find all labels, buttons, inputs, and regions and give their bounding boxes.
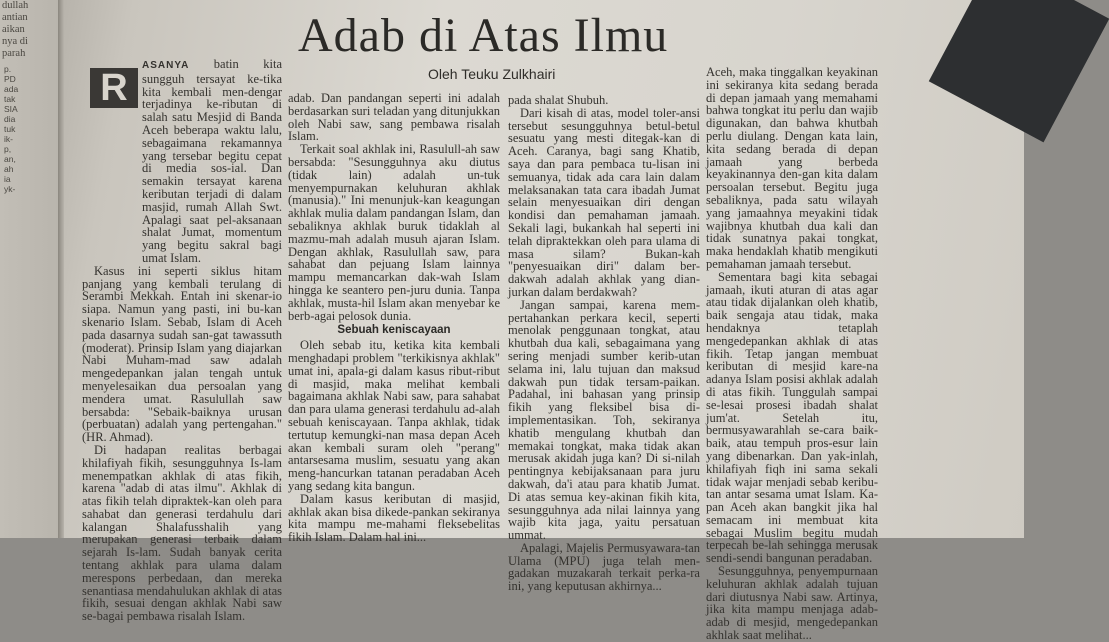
paragraph: Kasus ini seperti siklus hitam panjang yang kembali terulang di Serambi Mekkah. Entah ini skenar-io siapa. Namun yang pasti, ini bu-kan skenario Islam. Sebab, Islam di Aceh pada dasarnya sudah san-gat tawassuth (moderat). Prinsip Islam yang diajarkan Nabi Muham-mad saw adalah mengedepankan jalan tengah untuk menyelesaikan dua persoalan yang mendera umat. Rasulullah saw bersabda: "Sebaik-baiknya urusan (perbuatan) adalah yang pertengahan." (HR. Ahmad). [82,263,282,445]
article-column-2 [288,91,500,545]
article-column-3 [508,93,700,594]
edge-line: aikan [2,24,25,35]
corner-graphic [874,0,1024,538]
subheading: Sebuah keniscayaan [337,324,451,337]
paragraph: Aceh, maka tinggalkan keyakinan ini sekiranya kita sedang berada di depan jamaah yang memahami bahwa tongkat itu perlu dan wajib digunakan, dan bahwa khutbah perlu diulang. Dengan kata lain, kita sedang berada di depan jamaah yang berbeda keyakinannya den-gan kita dalam persoalan tersebut. Begitu juga sebaliknya, pada satu wilayah yang jamaahnya meyakini tidak wajibnya khutbah dua kali dan tidak sunatnya pakai tongkat, maka hendaklah khatib mengikuti pemahaman jamaah tersebut. [706,65,878,271]
margin-fragment: dia [4,114,16,124]
paragraph: Jangan sampai, karena mem-pertahankan perkara kecil, seperti menolak penggunaan tongkat, atau khutbah dua kali, sebagaimana yang sering menjadi sumber kerib-utan selama ini, lalu tujuan dan maksud dakwah pun tidak tersam-paikan. Padahal, ini bahasan yang prinsip fikih yang fleksibel bisa di-implementasikan. Toh, sekiranya khatib mengulang khutbah dan memakai tongkat, maka tidak akan merusak akidah juga kan? Di si-nilah pentingnya kebijaksanaan para juru dakwah, da'i atau para khatib Jumat. Di atas semua key-akinan fikih kita, sesungguhnya ada nilai lainnya yang wajib kita jaga, yaitu persatuan ummat. [508,297,700,543]
article-byline: Oleh Teuku Zulkhairi [428,66,556,82]
edge-line: nya di [2,36,28,47]
margin-fragment: p. [4,64,12,74]
margin-fragment: ah [4,164,14,174]
edge-line: antian [2,12,28,23]
margin-fragment: ada [4,84,19,94]
paragraph: Oleh sebab itu, ketika kita kembali menghadapi problem "terkikisnya akhlak" umat ini, apala-gi dalam kasus ribut-ribut di masjid, maka melihat kembali bagaimana akhlak Nabi saw, para sahabat dan para ulama generasi terdahulu ad-alah sebuah keniscayaan. Tanpa akhlak, tidak tertutup kemungki-nan masa depan Aceh akan kembali suram oleh "perang" antarsesama muslim, sesuatu yang akan meng-hancurkan tatanan peradaban Aceh yang sedang kita bangun. [288,338,500,493]
margin-fragment: an, [4,154,16,164]
paragraph: Sesungguhnya, penyempurnaan keluhuran akhlak adalah tujuan dari diutusnya Nabi saw. Artinya, jika kita mampu menjaga adab-adab di mesjid, mengedepankan akhlak saat melihat... [706,564,878,642]
margin-fragment: tak [4,94,16,104]
margin-fragment: PD [4,74,16,84]
dark-corner-shape [929,0,1109,142]
edge-line: dullah [2,0,29,11]
article-title: Adab di Atas Ilmu [298,9,669,62]
paragraph: Di hadapan realitas berbagai khilafiyah fikih, sesungguhnya Is-lam menempatkan akhlak di atas fikih, karena "adab di atas ilmu". Akhlak di atas fikih telah dipraktek-kan oleh para sahabat dan generasi terdahulu dari kalangan Shalafusshalih yang merupakan generasi terbaik dalam sejarah Is-lam. Sudah banyak cerita tentang akhlak para ulama dalam merespons perbedaan, dan mereka senantiasa mendahulukan akhlak di atas fikih, sesuai dengan akhlak Nabi saw se-bagai pembawa risalah Islam. [82,442,282,624]
article-column-1 [82,57,282,624]
lead-word: ASANYA [142,60,190,71]
paragraph-text: batin kita sungguh tersayat ke-tika kita kembali men-dengar terjadinya ke-ributan di salah satu Mesjid di Banda Aceh beberapa waktu lalu, sebagaimana rekamannya yang tersebar begitu cepat di media sos-ial. Dan semakin tersayat karena keributan terjadi di dalam masjid, rumah Allah Swt. Apalagi saat pel-aksanaan shalat Jumat, momentum yang begitu sakral bagi umat Islam. [142,57,282,265]
paragraph: Dari kisah di atas, model toler-ansi tersebut sesungguhnya betul-betul sesuatu yang mesti ditegak-kan di Aceh. Caranya, bagi sang Khatib, saya dan para pembaca tu-lisan ini semuanya, tidak ada cara lain dalam melaksanakan tata cara ibadah Jumat selain menyesuaikan diri dengan kondisi dan pemahaman jamaah. Sekali lagi, bukankah hal seperti ini telah dipraktekkan oleh para ulama di masa silam? Bukan-kah "penyesuaikan diri" dalam ber-dakwah adalah akhlak yang dian-jurkan dalam berdakwah? [508,105,700,299]
margin-fragment: ia [4,174,11,184]
drop-cap: R [90,68,138,108]
margin-fragment: SIA [4,104,18,114]
margin-fragment: yk- [4,184,16,194]
left-page-edge [0,0,59,538]
paragraph: Sementara bagi kita sebagai jamaah, ikuti aturan di atas agar atau tidak dijalankan oleh khatib, baik sengaja atau tidak, maka hendaknya tetaplah mengedepankan akhlak di atas fikih. Tetap jangan membuat keributan di mesjid kare-na adanya Islam posisi akhlak adalah di atas fikih. Tunggulah sampai se-lesai prosesi ibadah shalat jum'at. Setelah itu, bermusyawarahlah se-cara baik-baik, atau tempuh pros-esur lain yang dibenarkan. Dan yak-inlah, khilafiyah fiqh ini sama sekali tidak wajar menjadi sebab keribu-tan antar sesama umat Islam. Ka-pan Aceh akan bangkit jika hal semacam ini membuat kita sebagai Muslim begitu mudah terpecah be-lah sehingga merusak sendi-sendi bangunan peradaban. [706,269,878,566]
margin-fragment: p, [4,144,12,154]
paragraph [82,58,282,265]
paragraph: Dalam kasus keributan di masjid, akhlak akan bisa dikede-pankan sekiranya kita mampu me-mahami fleksebelitas fikih Islam. Dalam hal ini... [288,491,500,545]
page-binding-shadow [58,0,64,538]
paragraph: pada shalat Shubuh. [508,93,609,107]
article-column-4 [706,65,878,642]
edge-line: parah [2,48,26,59]
paragraph: Terkait soal akhlak ini, Rasulull-ah saw bersabda: "Sesungguhnya aku diutus (tidak lain) adalah un-tuk menyempurnakan keluhuran akhlak (manusia)." Ini menunjuk-kan keagungan akhlak mulia dalam pandangan Islam, dan sebaliknya akhlak buruk tidaklah al mazmu-mah adalah musuh ajaran Islam. Dengan akhlak, Rasulullah saw, para sahabat dan pejuang Islam lainnya mampu memancarkan dak-wah Islam hingga ke seantero pen-juru dunia. Tanpa akhlak, musta-hil Islam akan menyebar ke berb-agai pelosok dunia. [288,142,500,323]
left-margin-fragments [2,64,18,194]
margin-fragment: ik- [4,134,13,144]
paragraph: Apalagi, Majelis Permusyawara-tan Ulama (MPU) juga telah men-gadakan muzakarah terkait perka-ra ini, yang keputusan akhirnya... [508,540,700,594]
margin-fragment: tuk [4,124,16,134]
paragraph: adab. Dan pandangan seperti ini adalah berdasarkan suri teladan yang ditunjukkan oleh Nabi saw, sang pembawa risalah Islam. [288,91,500,144]
